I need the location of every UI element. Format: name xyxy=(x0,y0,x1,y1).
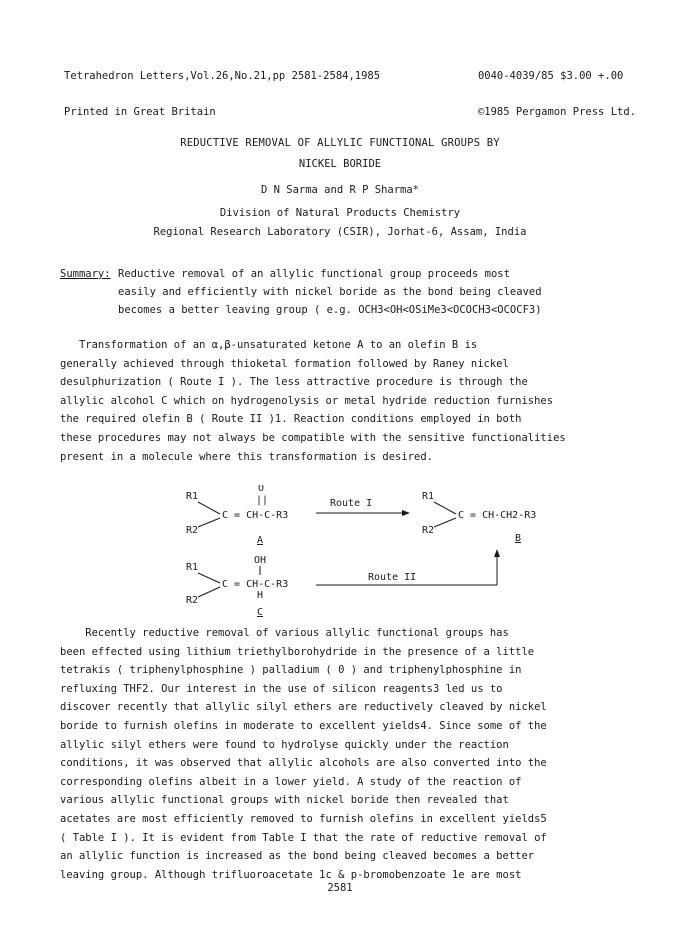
authors: D N Sarma and R P Sharma* xyxy=(260,184,420,196)
ketone-r1: R1 xyxy=(186,491,199,502)
text-line: an allylic function is increased as the bond being cleaved becomes a better xyxy=(60,850,535,863)
summary-line: easily and efficiently with nickel boride as the bond being cleaved xyxy=(118,286,542,298)
summary-line: becomes a better leaving group ( e.g. OCH3<OH<OSiMe3<OCOCH3<OCOCF3) xyxy=(118,304,542,316)
text-line: ( Table I ). It is evident from Table I that the rate of reductive removal of xyxy=(60,831,547,844)
alcohol-bond-lower xyxy=(198,587,220,597)
compound-label-b: B xyxy=(515,533,522,544)
journal-citation xyxy=(64,46,380,142)
summary-label: Summary: xyxy=(60,268,111,280)
alcohol-r1: R1 xyxy=(186,562,199,573)
ketone-oxygen: O xyxy=(258,485,265,494)
text-line: allylic silyl ethers were found to hydrolyse quickly under the reaction xyxy=(60,738,509,751)
text-line: acetates are most efficiently removed to furnish olefins in excellent yields5 xyxy=(60,812,547,825)
text-line: these procedures may not always be compatible with the sensitive functionalities xyxy=(60,431,566,444)
reaction-scheme-svg xyxy=(150,485,600,620)
text-line: refluxing THF2. Our interest in the use of silicon reagents3 led us to xyxy=(60,682,503,695)
summary-body xyxy=(118,265,658,319)
printed-in: Printed in Great Britain xyxy=(64,106,216,118)
text-line: been effected using lithium triethylborohydride in the presence of a little xyxy=(60,645,535,658)
issn-block xyxy=(478,46,636,142)
text-line: boride to furnish olefins in moderate to excellent yields4. Since some of the xyxy=(60,719,547,732)
text-line: allylic alcohol C which on hydrogenolysis or metal hydride reduction furnishes xyxy=(60,394,554,407)
route-2-arrowhead xyxy=(494,549,500,557)
olefin-formula: C = CH-CH2-R3 xyxy=(458,510,537,521)
text-line: the required olefin B ( Route II )1. Reaction conditions employed in both xyxy=(60,413,522,426)
alcohol-hydroxyl: OH xyxy=(254,555,267,566)
route-1-label: Route I xyxy=(330,498,373,509)
copyright: ©1985 Pergamon Press Ltd. xyxy=(477,106,636,118)
summary-line: Reductive removal of an allylic functional group proceeds most xyxy=(118,268,510,280)
compound-label-c: C xyxy=(257,607,264,618)
text-line: discover recently that allylic silyl ethers are reductively cleaved by nickel xyxy=(60,701,547,714)
page-number: 2581 xyxy=(327,882,353,894)
alcohol-r2: R2 xyxy=(186,595,199,606)
paragraph-intro xyxy=(60,336,622,466)
alcohol-formula: C = CH-C-R3 xyxy=(222,579,289,590)
route-2-label: Route II xyxy=(368,572,417,583)
text-line: conditions, it was observed that allylic alcohols are also converted into the xyxy=(60,757,547,770)
citation-line: Tetrahedron Letters,Vol.26,No.21,pp 2581-2584,1985 xyxy=(64,70,381,82)
ketone-double-bond: || xyxy=(256,495,269,506)
olefin-bond-lower xyxy=(434,518,456,527)
reaction-scheme xyxy=(150,485,600,620)
alcohol-hydrogen: H xyxy=(257,590,264,601)
text-line: present in a molecule where this transformation is desired. xyxy=(60,450,433,463)
paper-title-line1: REDUCTIVE REMOVAL OF ALLYLIC FUNCTIONAL GROUPS BY xyxy=(180,137,500,149)
olefin-r2: R2 xyxy=(422,525,435,536)
ketone-bond-upper xyxy=(198,502,220,514)
ketone-r2: R2 xyxy=(186,525,199,536)
text-line: leaving group. Although trifluoroacetate 1c & p-bromobenzoate 1e are most xyxy=(60,868,522,881)
text-line: desulphurization ( Route I ). The less attractive procedure is through the xyxy=(60,376,528,389)
route-1-arrowhead xyxy=(402,510,410,516)
issn-price: 0040-4039/85 $3.00 +.00 xyxy=(477,70,624,82)
text-line: tetrakis ( triphenylphosphine ) palladium ( 0 ) and triphenylphosphine in xyxy=(60,664,522,677)
compound-label-a: A xyxy=(257,535,264,546)
affiliation-lab: Regional Research Laboratory (CSIR), Jorhat-6, Assam, India xyxy=(153,226,527,238)
text-line: generally achieved through thioketal formation followed by Raney nickel xyxy=(60,357,509,370)
text-line: Transformation of an α,β-unsaturated ketone A to an olefin B is xyxy=(60,339,478,351)
text-line: corresponding olefins albeit in a lower yield. A study of the reaction of xyxy=(60,775,522,788)
olefin-bond-upper xyxy=(434,502,456,514)
ketone-bond-lower xyxy=(198,518,220,527)
paragraph-results xyxy=(60,624,622,884)
olefin-r1: R1 xyxy=(422,491,435,502)
paper-title-line2: NICKEL BORIDE xyxy=(298,158,382,170)
text-line: various allylic functional groups with nickel boride then revealed that xyxy=(60,794,509,807)
alcohol-bond-upper xyxy=(198,573,220,583)
text-line: Recently reductive removal of various allylic functional groups has xyxy=(60,627,509,639)
affiliation-division: Division of Natural Products Chemistry xyxy=(219,207,461,219)
ketone-formula: C = CH-C-R3 xyxy=(222,510,289,521)
